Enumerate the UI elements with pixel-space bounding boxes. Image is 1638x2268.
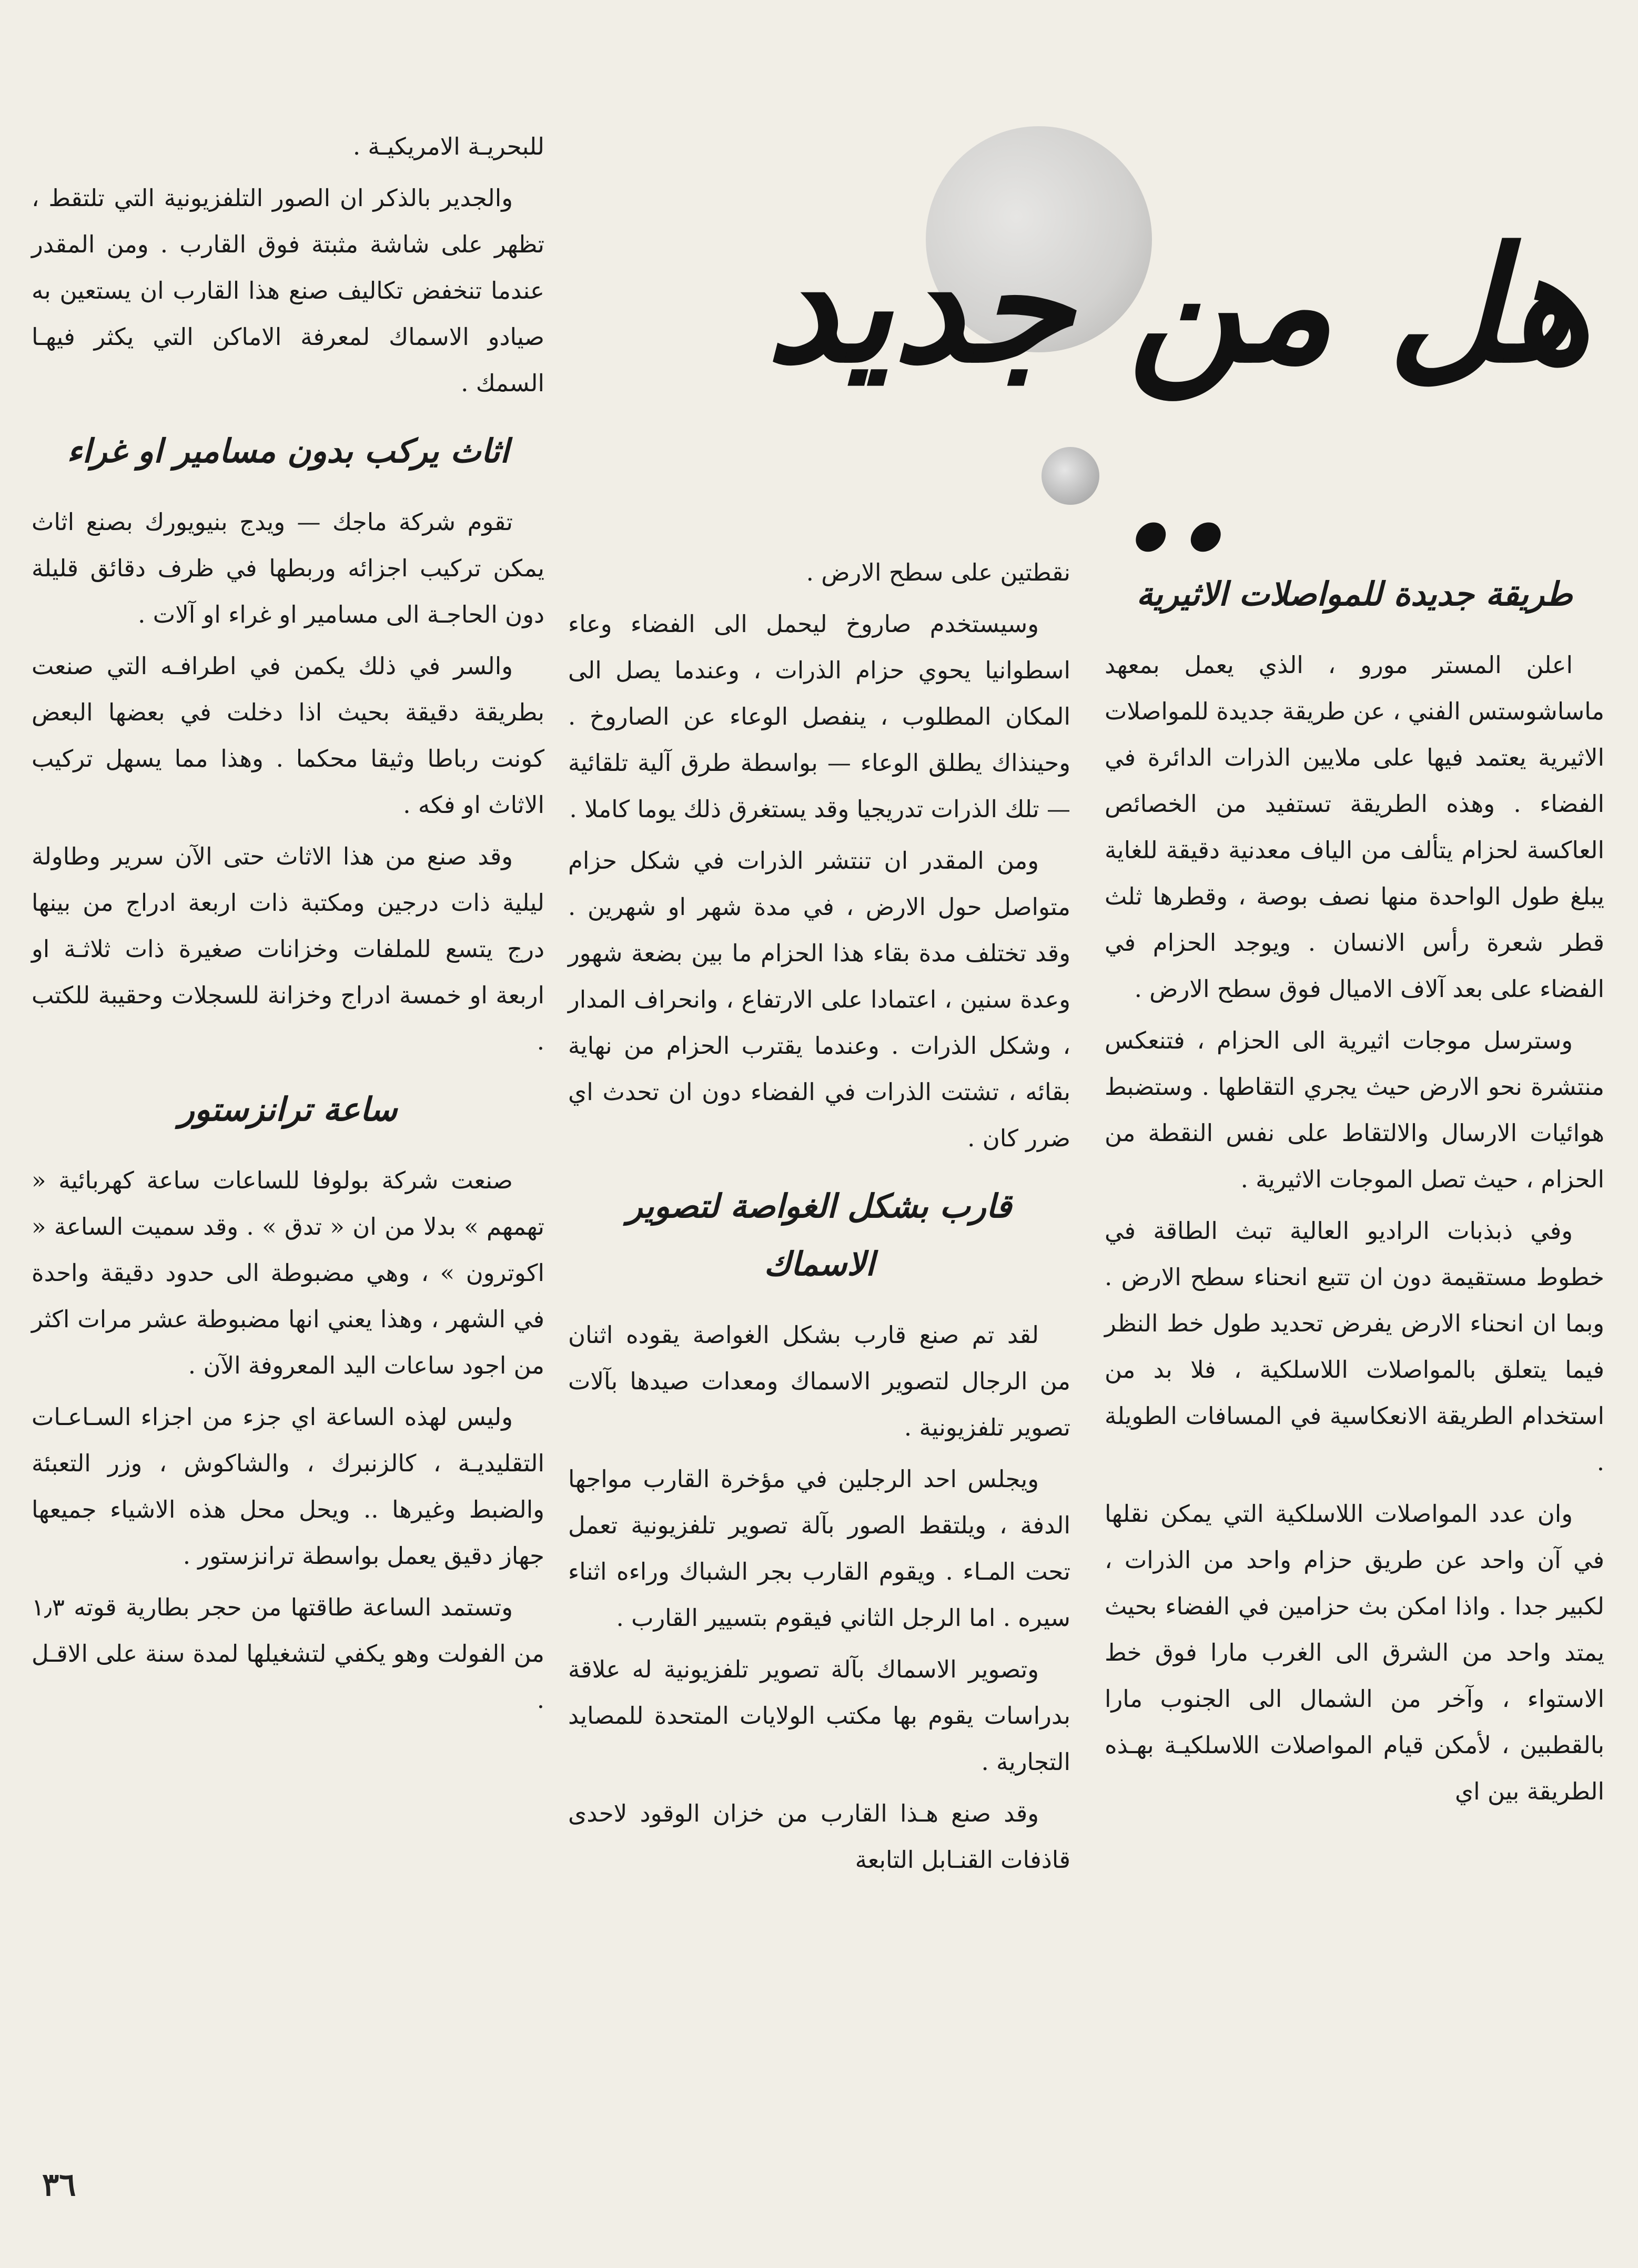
column-middle [568, 550, 1070, 2232]
paragraph: وان عدد المواصلات اللاسلكية التي يمكن نقلها في آن واحد عن طريق حزام واحد من الذرات ، لكبير جدا . واذا امكن بث حزامين في الفضاء بحيث يمتد واحد من الشرق الى الغرب مارا فوق خط الاستواء ، وآخر من الشمال الى الجنوب مارا بالقطبين ، لأمكن قيام المواصلات اللاسلكيـة بهـذه الطريقة بين اي [1105, 1500, 1604, 1805]
paragraph: وتصوير الاسماك بآلة تصوير تلفزيونية له علاقة بدراسات يقوم بها مكتب الولايات المتحدة للمصايد التجارية . [568, 1655, 1070, 1776]
paragraph: اعلن المستر مورو ، الذي يعمل بمعهد ماساشوستس الفني ، عن طريقة جديدة للمواصلات الاثيرية يعتمد فيها على ملايين الذرات الدائرة في الفضاء . وهذه الطريقة تستفيد من الخصائص العاكسة لحزام يتألف من الياف معدنية دقيقة للغاية يبلغ طول الواحدة منها نصف بوصة ، وقطرها ثلث قطر شعرة رأس الانسان . ويوجد الحزام في الفضاء على بعد آلاف الاميال فوق سطح الارض . [1105, 651, 1604, 1003]
paragraph: صنعت شركة بولوفا للساعات ساعة كهربائية « تهمهم » بدلا من ان « تدق » . وقد سميت الساعة « اكوترون » ، وهي مضبوطة الى حدود دقيقة واحدة في الشهر ، وهذا يعني انها مضبوطة عشر مرات اكثر من اجود ساعات اليد المعروفة الآن . [32, 1166, 544, 1379]
paragraph: وفي ذبذبات الراديو العالية تبث الطاقة في خطوط مستقيمة دون ان تتبع انحناء سطح الارض . وبما ان انحناء الارض يفرض تحديد طول خط النظر فيما يتعلق بالمواصلات اللاسلكية ، فلا بد من استخدام الطريقة الانعكاسية في المسافات الطويلة . [1105, 1217, 1604, 1476]
paragraph-continuation: للبحريـة الامريكيـة . [352, 133, 544, 160]
paragraph: لقد تم صنع قارب بشكل الغواصة يقوده اثنان من الرجال لتصوير الاسماك ومعدات صيدها بآلات تصوير تلفزيونية . [568, 1321, 1070, 1441]
page-number: ٣٦ [42, 2167, 76, 2203]
paragraph: وقد صنع من هذا الاثاث حتى الآن سرير وطاولة ليلية ذات درجين ومكتبة ذات اربعة ادراج من بينها درج يتسع للملفات وخزانات صغيرة ذات ثلاثـة او اربعة او خمسة ادراج وخزانة للسجلات وحقيبة للكتب . [32, 842, 544, 1055]
paragraph: والسر في ذلك يكمن في اطرافـه التي صنعت بطريقة دقيقة بحيث اذا دخلت في بعضها البعض كونت رباطا وثيقا محكما . وهذا مما يسهل تركيب الاثاث او فكه . [32, 652, 544, 819]
article-heading-transistor-clock: ساعة ترانزستور [178, 1090, 398, 1128]
paragraph: وتستمد الساعة طاقتها من حجر بطارية قوته ١٫٣ من الفولت وهو يكفي لتشغيلها لمدة سنة على الاقـل . [32, 1593, 544, 1714]
paragraph-continuation: نقطتين على سطح الارض . [806, 558, 1070, 586]
paragraph: ويجلس احد الرجلين في مؤخرة القارب مواجها الدفة ، ويلتقط الصور بآلة تصوير تلفزيونية تعمل تحت المـاء . ويقوم القارب بجر الشباك وراءه اثناء سيره . اما الرجل الثاني فيقوم بتسيير القارب . [568, 1465, 1070, 1632]
column-right [1105, 550, 1604, 2232]
paragraph: وسترسل موجات اثيرية الى الحزام ، فتنعكس منتشرة نحو الارض حيث يجري التقاطها . وستضبط هوائيات الارسال والالتقاط على نفس النقطة من الحزام ، حيث تصل الموجات الاثيرية . [1105, 1026, 1604, 1193]
paragraph: تقوم شركة ماجك — ويدج بنيويورك بصنع اثاث يمكن تركيب اجزائه وربطها في ظرف دقائق قليلة دون الحاجـة الى مسامير او غراء او آلات . [32, 508, 544, 628]
article-heading-submarine-boat: قارب بشكل الغواصة لتصوير الاسماك [626, 1187, 1012, 1283]
masthead-title: هل من جديد .. [766, 212, 1591, 587]
article-heading-ethereal-communications: طريقة جديدة للمواصلات الاثيرية [1136, 575, 1573, 613]
article-heading-furniture: اثاث يركب بدون مسامير او غراء [67, 432, 509, 470]
column-left [32, 124, 544, 2227]
paragraph: وسيستخدم صاروخ ليحمل الى الفضاء وعاء اسطوانيا يحوي حزام الذرات ، وعندما يصل الى المكان المطلوب ، ينفصل الوعاء عن الصاروخ . وحينذاك يطلق الوعاء — بواسطة طرق آلية تلقائية — تلك الذرات تدريجيا وقد يستغرق ذلك يوما كاملا . [568, 610, 1070, 823]
paragraph: وقد صنع هـذا القارب من خزان الوقود لاحدى قاذفات القنـابل التابعة [568, 1799, 1070, 1874]
paragraph: والجدير بالذكر ان الصور التلفزيونية التي تلتقط ، تظهر على شاشة مثبتة فوق القارب . ومن المقدر عندما تنخفض تكاليف صنع هذا القارب ان يستعين به صيادو الاسماك لمعرفة الاماكن التي يكثر فيهـا السمك . [32, 184, 544, 397]
paragraph: ومن المقدر ان تنتشر الذرات في شكل حزام متواصل حول الارض ، في مدة شهر او شهرين . وقد تختلف مدة بقاء هذا الحزام ما بين بضعة شهور وعدة سنين ، اعتمادا على الارتفاع ، وانحراف المدار ، وشكل الذرات . وعندما يقترب الحزام من نهاية بقائه ، تشتت الذرات في الفضاء دون ان تحدث اي ضرر كان . [568, 847, 1070, 1152]
paragraph: وليس لهذه الساعة اي جزء من اجزاء السـاعـات التقليديـة ، كالزنبرك ، والشاكوش ، وزر التعبئة والضبط وغيرها .. ويحل محل هذه الاشياء جميعها جهاز دقيق يعمل بواسطة ترانزستور . [32, 1403, 544, 1570]
